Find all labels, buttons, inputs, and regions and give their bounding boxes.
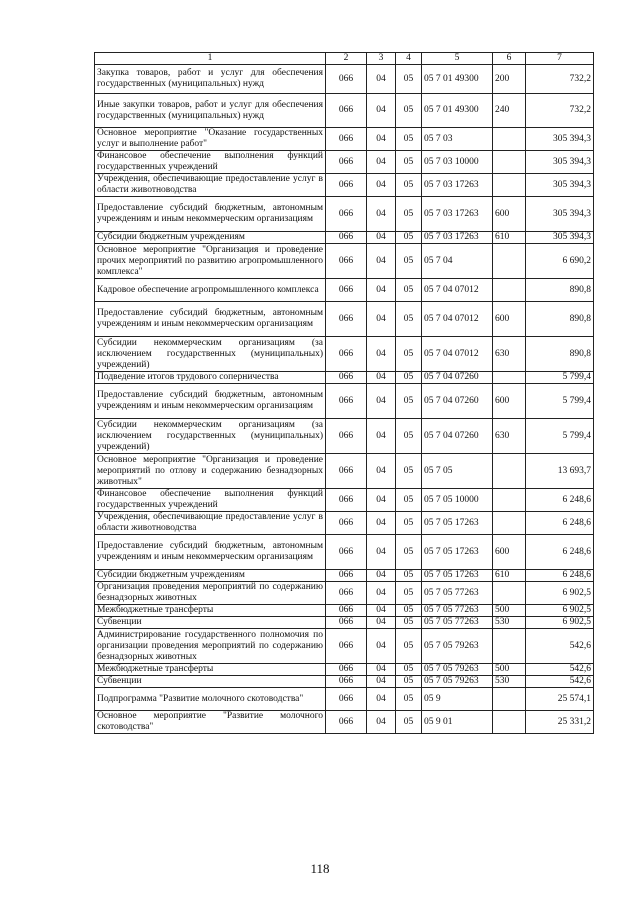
row-rz: 04 bbox=[367, 419, 396, 454]
header-row bbox=[95, 53, 594, 65]
row-name: Предоставление субсидий бюджетным, автономным учреждениям и иным некоммерческим организациям bbox=[95, 197, 326, 232]
row-csr: 05 7 04 07260 bbox=[422, 372, 493, 384]
row-sum: 305 394,3 bbox=[526, 151, 594, 174]
row-name: Финансовое обеспечение выполнения функций государственных учреждений bbox=[95, 489, 326, 512]
row-vr: 600 bbox=[493, 384, 526, 419]
row-vr bbox=[493, 711, 526, 734]
row-ved: 066 bbox=[326, 419, 367, 454]
row-rz: 04 bbox=[367, 372, 396, 384]
row-pr: 05 bbox=[396, 570, 422, 582]
row-csr: 05 7 05 79263 bbox=[422, 676, 493, 688]
row-name: Предоставление субсидий бюджетным, автономным учреждениям и иным некоммерческим организациям bbox=[95, 384, 326, 419]
table-row bbox=[95, 582, 594, 605]
table-row bbox=[95, 605, 594, 617]
row-rz: 04 bbox=[367, 512, 396, 535]
row-sum: 6 248,6 bbox=[526, 535, 594, 570]
table-row bbox=[95, 94, 594, 128]
row-pr: 05 bbox=[396, 244, 422, 279]
row-csr: 05 7 04 07012 bbox=[422, 302, 493, 337]
row-vr bbox=[493, 629, 526, 664]
table-row bbox=[95, 65, 594, 94]
table-body bbox=[95, 53, 594, 734]
row-pr: 05 bbox=[396, 384, 422, 419]
table-row bbox=[95, 384, 594, 419]
row-sum: 305 394,3 bbox=[526, 197, 594, 232]
row-csr: 05 7 04 07012 bbox=[422, 337, 493, 372]
row-rz: 04 bbox=[367, 337, 396, 372]
row-name: Субсидии некоммерческим организациям (за исключением государственных (муниципальных) учреждений) bbox=[95, 419, 326, 454]
table-row bbox=[95, 232, 594, 244]
row-csr: 05 7 03 17263 bbox=[422, 232, 493, 244]
row-rz: 04 bbox=[367, 582, 396, 605]
row-rz: 04 bbox=[367, 197, 396, 232]
row-rz: 04 bbox=[367, 605, 396, 617]
table-row bbox=[95, 244, 594, 279]
page-number: 118 bbox=[310, 861, 330, 876]
row-ved: 066 bbox=[326, 372, 367, 384]
row-sum: 732,2 bbox=[526, 65, 594, 94]
row-pr: 05 bbox=[396, 372, 422, 384]
row-pr: 05 bbox=[396, 94, 422, 128]
row-ved: 066 bbox=[326, 94, 367, 128]
row-name: Субвенции bbox=[95, 676, 326, 688]
row-pr: 05 bbox=[396, 605, 422, 617]
row-sum: 13 693,7 bbox=[526, 454, 594, 489]
row-sum: 6 902,5 bbox=[526, 617, 594, 629]
header-cell-7: 7 bbox=[526, 53, 594, 65]
row-ved: 066 bbox=[326, 711, 367, 734]
row-rz: 04 bbox=[367, 489, 396, 512]
table-row bbox=[95, 151, 594, 174]
row-rz: 04 bbox=[367, 232, 396, 244]
row-csr: 05 7 04 07012 bbox=[422, 279, 493, 302]
row-name: Межбюджетные трансферты bbox=[95, 664, 326, 676]
row-vr bbox=[493, 688, 526, 711]
row-sum: 305 394,3 bbox=[526, 232, 594, 244]
row-vr: 240 bbox=[493, 94, 526, 128]
row-csr: 05 7 01 49300 bbox=[422, 94, 493, 128]
table-row bbox=[95, 372, 594, 384]
row-ved: 066 bbox=[326, 384, 367, 419]
row-name: Субсидии некоммерческим организациям (за исключением государственных (муниципальных) учреждений) bbox=[95, 337, 326, 372]
row-pr: 05 bbox=[396, 676, 422, 688]
row-ved: 066 bbox=[326, 302, 367, 337]
row-ved: 066 bbox=[326, 664, 367, 676]
row-vr bbox=[493, 582, 526, 605]
row-name: Основное мероприятие "Организация и проведение мероприятий по отлову и содержанию безнадзорных животных" bbox=[95, 454, 326, 489]
row-sum: 305 394,3 bbox=[526, 174, 594, 197]
row-sum: 732,2 bbox=[526, 94, 594, 128]
table-row bbox=[95, 197, 594, 232]
table-row bbox=[95, 512, 594, 535]
row-sum: 5 799,4 bbox=[526, 419, 594, 454]
row-pr: 05 bbox=[396, 197, 422, 232]
row-sum: 6 902,5 bbox=[526, 605, 594, 617]
row-ved: 066 bbox=[326, 617, 367, 629]
row-vr: 500 bbox=[493, 664, 526, 676]
row-pr: 05 bbox=[396, 232, 422, 244]
row-rz: 04 bbox=[367, 711, 396, 734]
row-csr: 05 7 03 17263 bbox=[422, 174, 493, 197]
row-sum: 25 331,2 bbox=[526, 711, 594, 734]
row-ved: 066 bbox=[326, 337, 367, 372]
row-name: Подпрограмма "Развитие молочного скотоводства" bbox=[95, 688, 326, 711]
row-sum: 542,6 bbox=[526, 664, 594, 676]
row-pr: 05 bbox=[396, 151, 422, 174]
header-cell-1: 1 bbox=[95, 53, 326, 65]
table-row bbox=[95, 174, 594, 197]
row-pr: 05 bbox=[396, 512, 422, 535]
row-vr bbox=[493, 244, 526, 279]
row-name: Межбюджетные трансферты bbox=[95, 605, 326, 617]
row-pr: 05 bbox=[396, 582, 422, 605]
row-pr: 05 bbox=[396, 302, 422, 337]
row-pr: 05 bbox=[396, 664, 422, 676]
row-pr: 05 bbox=[396, 711, 422, 734]
table-row bbox=[95, 279, 594, 302]
row-sum: 890,8 bbox=[526, 302, 594, 337]
row-name: Основное мероприятие "Организация и проведение прочих мероприятий по развитию агропромышленного комплекса" bbox=[95, 244, 326, 279]
row-csr: 05 7 05 17263 bbox=[422, 570, 493, 582]
row-pr: 05 bbox=[396, 489, 422, 512]
row-name: Организация проведения мероприятий по содержанию безнадзорных животных bbox=[95, 582, 326, 605]
row-ved: 066 bbox=[326, 174, 367, 197]
table-row bbox=[95, 535, 594, 570]
header-cell-3: 3 bbox=[367, 53, 396, 65]
row-name: Администрирование государственного полномочия по организации проведения мероприятий по содержанию безнадзорных животных bbox=[95, 629, 326, 664]
row-rz: 04 bbox=[367, 676, 396, 688]
row-rz: 04 bbox=[367, 384, 396, 419]
row-pr: 05 bbox=[396, 279, 422, 302]
row-rz: 04 bbox=[367, 570, 396, 582]
row-pr: 05 bbox=[396, 128, 422, 151]
table-row bbox=[95, 688, 594, 711]
row-name: Субсидии бюджетным учреждениям bbox=[95, 232, 326, 244]
row-ved: 066 bbox=[326, 535, 367, 570]
row-name: Субсидии бюджетным учреждениям bbox=[95, 570, 326, 582]
row-ved: 066 bbox=[326, 676, 367, 688]
row-vr bbox=[493, 279, 526, 302]
row-ved: 066 bbox=[326, 232, 367, 244]
row-vr: 600 bbox=[493, 302, 526, 337]
row-name: Учреждения, обеспечивающие предоставление услуг в области животноводства bbox=[95, 174, 326, 197]
row-csr: 05 7 05 77263 bbox=[422, 582, 493, 605]
row-ved: 066 bbox=[326, 244, 367, 279]
row-sum: 890,8 bbox=[526, 279, 594, 302]
row-sum: 6 248,6 bbox=[526, 570, 594, 582]
row-vr: 600 bbox=[493, 535, 526, 570]
header-cell-4: 4 bbox=[396, 53, 422, 65]
row-name: Субвенции bbox=[95, 617, 326, 629]
row-vr bbox=[493, 174, 526, 197]
row-rz: 04 bbox=[367, 128, 396, 151]
row-ved: 066 bbox=[326, 629, 367, 664]
row-ved: 066 bbox=[326, 151, 367, 174]
row-vr: 630 bbox=[493, 419, 526, 454]
row-csr: 05 7 05 77263 bbox=[422, 617, 493, 629]
row-vr: 530 bbox=[493, 676, 526, 688]
row-rz: 04 bbox=[367, 279, 396, 302]
row-ved: 066 bbox=[326, 582, 367, 605]
row-vr bbox=[493, 454, 526, 489]
budget-table bbox=[94, 52, 594, 734]
row-pr: 05 bbox=[396, 454, 422, 489]
table-row bbox=[95, 676, 594, 688]
row-pr: 05 bbox=[396, 629, 422, 664]
header-cell-5: 5 bbox=[422, 53, 493, 65]
row-name: Учреждения, обеспечивающие предоставление услуг в области животноводства bbox=[95, 512, 326, 535]
row-vr: 500 bbox=[493, 605, 526, 617]
table-row bbox=[95, 419, 594, 454]
header-cell-6: 6 bbox=[493, 53, 526, 65]
row-name: Основное мероприятие "Оказание государственных услуг и выполнение работ" bbox=[95, 128, 326, 151]
row-sum: 6 902,5 bbox=[526, 582, 594, 605]
row-csr: 05 7 01 49300 bbox=[422, 65, 493, 94]
row-rz: 04 bbox=[367, 629, 396, 664]
row-name: Кадровое обеспечение агропромышленного комплекса bbox=[95, 279, 326, 302]
row-csr: 05 7 05 17263 bbox=[422, 512, 493, 535]
row-rz: 04 bbox=[367, 151, 396, 174]
row-pr: 05 bbox=[396, 419, 422, 454]
table-row bbox=[95, 711, 594, 734]
row-ved: 066 bbox=[326, 605, 367, 617]
row-vr bbox=[493, 489, 526, 512]
header-cell-2: 2 bbox=[326, 53, 367, 65]
row-csr: 05 7 05 79263 bbox=[422, 664, 493, 676]
row-vr bbox=[493, 512, 526, 535]
table-row bbox=[95, 337, 594, 372]
table-row bbox=[95, 302, 594, 337]
table-row bbox=[95, 454, 594, 489]
table-row bbox=[95, 489, 594, 512]
row-csr: 05 7 05 77263 bbox=[422, 605, 493, 617]
row-sum: 5 799,4 bbox=[526, 372, 594, 384]
row-csr: 05 7 04 bbox=[422, 244, 493, 279]
row-vr: 200 bbox=[493, 65, 526, 94]
row-vr bbox=[493, 128, 526, 151]
row-name: Предоставление субсидий бюджетным, автономным учреждениям и иным некоммерческим организациям bbox=[95, 302, 326, 337]
row-pr: 05 bbox=[396, 535, 422, 570]
row-vr: 530 bbox=[493, 617, 526, 629]
row-rz: 04 bbox=[367, 664, 396, 676]
row-rz: 04 bbox=[367, 244, 396, 279]
row-pr: 05 bbox=[396, 337, 422, 372]
row-csr: 05 9 bbox=[422, 688, 493, 711]
row-csr: 05 7 03 10000 bbox=[422, 151, 493, 174]
row-csr: 05 7 05 79263 bbox=[422, 629, 493, 664]
row-rz: 04 bbox=[367, 617, 396, 629]
row-rz: 04 bbox=[367, 65, 396, 94]
row-rz: 04 bbox=[367, 302, 396, 337]
row-vr: 630 bbox=[493, 337, 526, 372]
row-sum: 305 394,3 bbox=[526, 128, 594, 151]
row-sum: 890,8 bbox=[526, 337, 594, 372]
row-name: Основное мероприятие "Развитие молочного скотоводства" bbox=[95, 711, 326, 734]
row-pr: 05 bbox=[396, 65, 422, 94]
row-csr: 05 7 05 10000 bbox=[422, 489, 493, 512]
row-vr: 610 bbox=[493, 232, 526, 244]
table-row bbox=[95, 128, 594, 151]
row-vr bbox=[493, 372, 526, 384]
row-pr: 05 bbox=[396, 688, 422, 711]
row-rz: 04 bbox=[367, 454, 396, 489]
row-ved: 066 bbox=[326, 197, 367, 232]
row-ved: 066 bbox=[326, 688, 367, 711]
row-ved: 066 bbox=[326, 512, 367, 535]
row-ved: 066 bbox=[326, 489, 367, 512]
row-pr: 05 bbox=[396, 617, 422, 629]
row-vr: 610 bbox=[493, 570, 526, 582]
row-csr: 05 7 04 07260 bbox=[422, 384, 493, 419]
table-row bbox=[95, 617, 594, 629]
row-rz: 04 bbox=[367, 535, 396, 570]
row-name: Подведение итогов трудового соперничества bbox=[95, 372, 326, 384]
row-sum: 25 574,1 bbox=[526, 688, 594, 711]
row-vr: 600 bbox=[493, 197, 526, 232]
row-ved: 066 bbox=[326, 454, 367, 489]
row-ved: 066 bbox=[326, 570, 367, 582]
table-row bbox=[95, 664, 594, 676]
row-csr: 05 7 05 bbox=[422, 454, 493, 489]
row-csr: 05 7 04 07260 bbox=[422, 419, 493, 454]
row-csr: 05 7 03 17263 bbox=[422, 197, 493, 232]
row-csr: 05 7 03 bbox=[422, 128, 493, 151]
row-name: Иные закупки товаров, работ и услуг для обеспечения государственных (муниципальных) нужд bbox=[95, 94, 326, 128]
row-csr: 05 9 01 bbox=[422, 711, 493, 734]
row-csr: 05 7 05 17263 bbox=[422, 535, 493, 570]
row-vr bbox=[493, 151, 526, 174]
table-row bbox=[95, 629, 594, 664]
row-sum: 542,6 bbox=[526, 676, 594, 688]
row-sum: 6 248,6 bbox=[526, 512, 594, 535]
row-sum: 5 799,4 bbox=[526, 384, 594, 419]
row-name: Предоставление субсидий бюджетным, автономным учреждениям и иным некоммерческим организациям bbox=[95, 535, 326, 570]
row-name: Закупка товаров, работ и услуг для обеспечения государственных (муниципальных) нужд bbox=[95, 65, 326, 94]
row-rz: 04 bbox=[367, 94, 396, 128]
row-ved: 066 bbox=[326, 279, 367, 302]
row-rz: 04 bbox=[367, 688, 396, 711]
row-sum: 542,6 bbox=[526, 629, 594, 664]
row-sum: 6 690,2 bbox=[526, 244, 594, 279]
table-row bbox=[95, 570, 594, 582]
row-name: Финансовое обеспечение выполнения функций государственных учреждений bbox=[95, 151, 326, 174]
row-sum: 6 248,6 bbox=[526, 489, 594, 512]
row-ved: 066 bbox=[326, 128, 367, 151]
row-rz: 04 bbox=[367, 174, 396, 197]
row-ved: 066 bbox=[326, 65, 367, 94]
row-pr: 05 bbox=[396, 174, 422, 197]
